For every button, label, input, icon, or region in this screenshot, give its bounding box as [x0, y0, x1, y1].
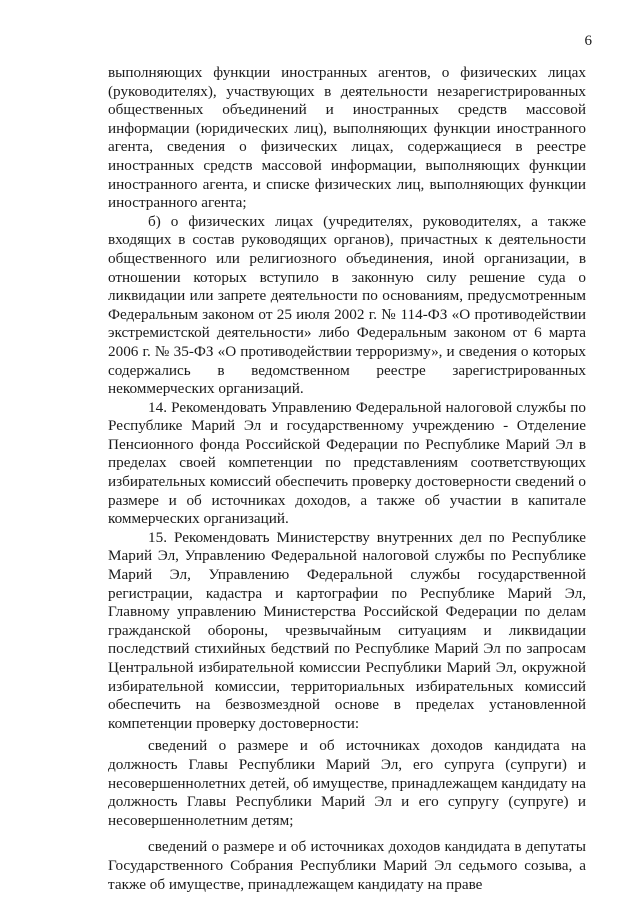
paragraph-foreign-agents-continued: выполняющих функции иностранных агентов, о физических лицах (руководителях), участвующих в деятельности незарегистрированных общественных объединений и иностранных средств массовой информации (юридических лиц), выполняющих функции иностранного агента, сведения о физических лицах, содержащиеся в реестре иностранных средств массовой информации, выполняющих функции иностранного агента, и списке физических лиц, выполняющих функции иностранного агента;: [108, 64, 586, 212]
paragraph-head-candidate-income: сведений о размере и об источниках доходов кандидата на должность Главы Республики Марий Эл, его супруга (супруги) и несовершеннолетних детей, об имуществе, принадлежащем кандидату на должность Главы Республики Марий Эл и его супругу (супруге) и несовершеннолетним детям;: [108, 737, 586, 829]
paragraph-deputy-candidate-income: сведений о размере и об источниках доходов кандидата в депутаты Государственного Собрания Республики Марий Эл седьмого созыва, а также об имуществе, принадлежащем кандидату на праве: [108, 838, 586, 893]
paragraph-14: 14. Рекомендовать Управлению Федеральной налоговой службы по Республике Марий Эл и государственному учреждению - Отделение Пенсионного фонда Российской Федерации по Республике Марий Эл в пределах своей компетенции по представлениям соответствующих избирательных комиссий обеспечить проверку достоверности сведений о размере и об источниках доходов, а также об участии в капитале коммерческих организаций.: [108, 398, 586, 528]
paragraph-item-b: б) о физических лицах (учредителях, руководителях, а также входящих в состав руководящих органов), причастных к деятельности общественного или религиозного объединения, иной организации, в отношении которых вступило в законную силу решение суда о ликвидации или запрете деятельности по основаниям, предусмотренным Федеральным законом от 25 июля 2002 г. № 114-ФЗ «О противодействии экстремистской деятельности» либо Федеральным законом от 6 марта 2006 г. № 35-ФЗ «О противодействии терроризму», и сведения о которых содержались в ведомственном реестре зарегистрированных некоммерческих организаций.: [108, 212, 586, 398]
paragraph-15: 15. Рекомендовать Министерству внутренних дел по Республике Марий Эл, Управлению Федеральной налоговой службы по Республике Марий Эл, Управлению Федеральной службы государственной регистрации, кадастра и картографии по Республике Марий Эл, Главному управлению Министерства Российской Федерации по делам гражданской обороны, чрезвычайным ситуациям и ликвидации последствий стихийных бедствий по Республике Марий Эл по запросам Центральной избирательной комиссии Республики Марий Эл, окружной избирательной комиссии, территориальных избирательных комиссий обеспечить на безвозмездной основе в пределах установленной компетенции проверку достоверности:: [108, 528, 586, 732]
page-number: 6: [584, 33, 592, 49]
document-body: [108, 64, 586, 894]
